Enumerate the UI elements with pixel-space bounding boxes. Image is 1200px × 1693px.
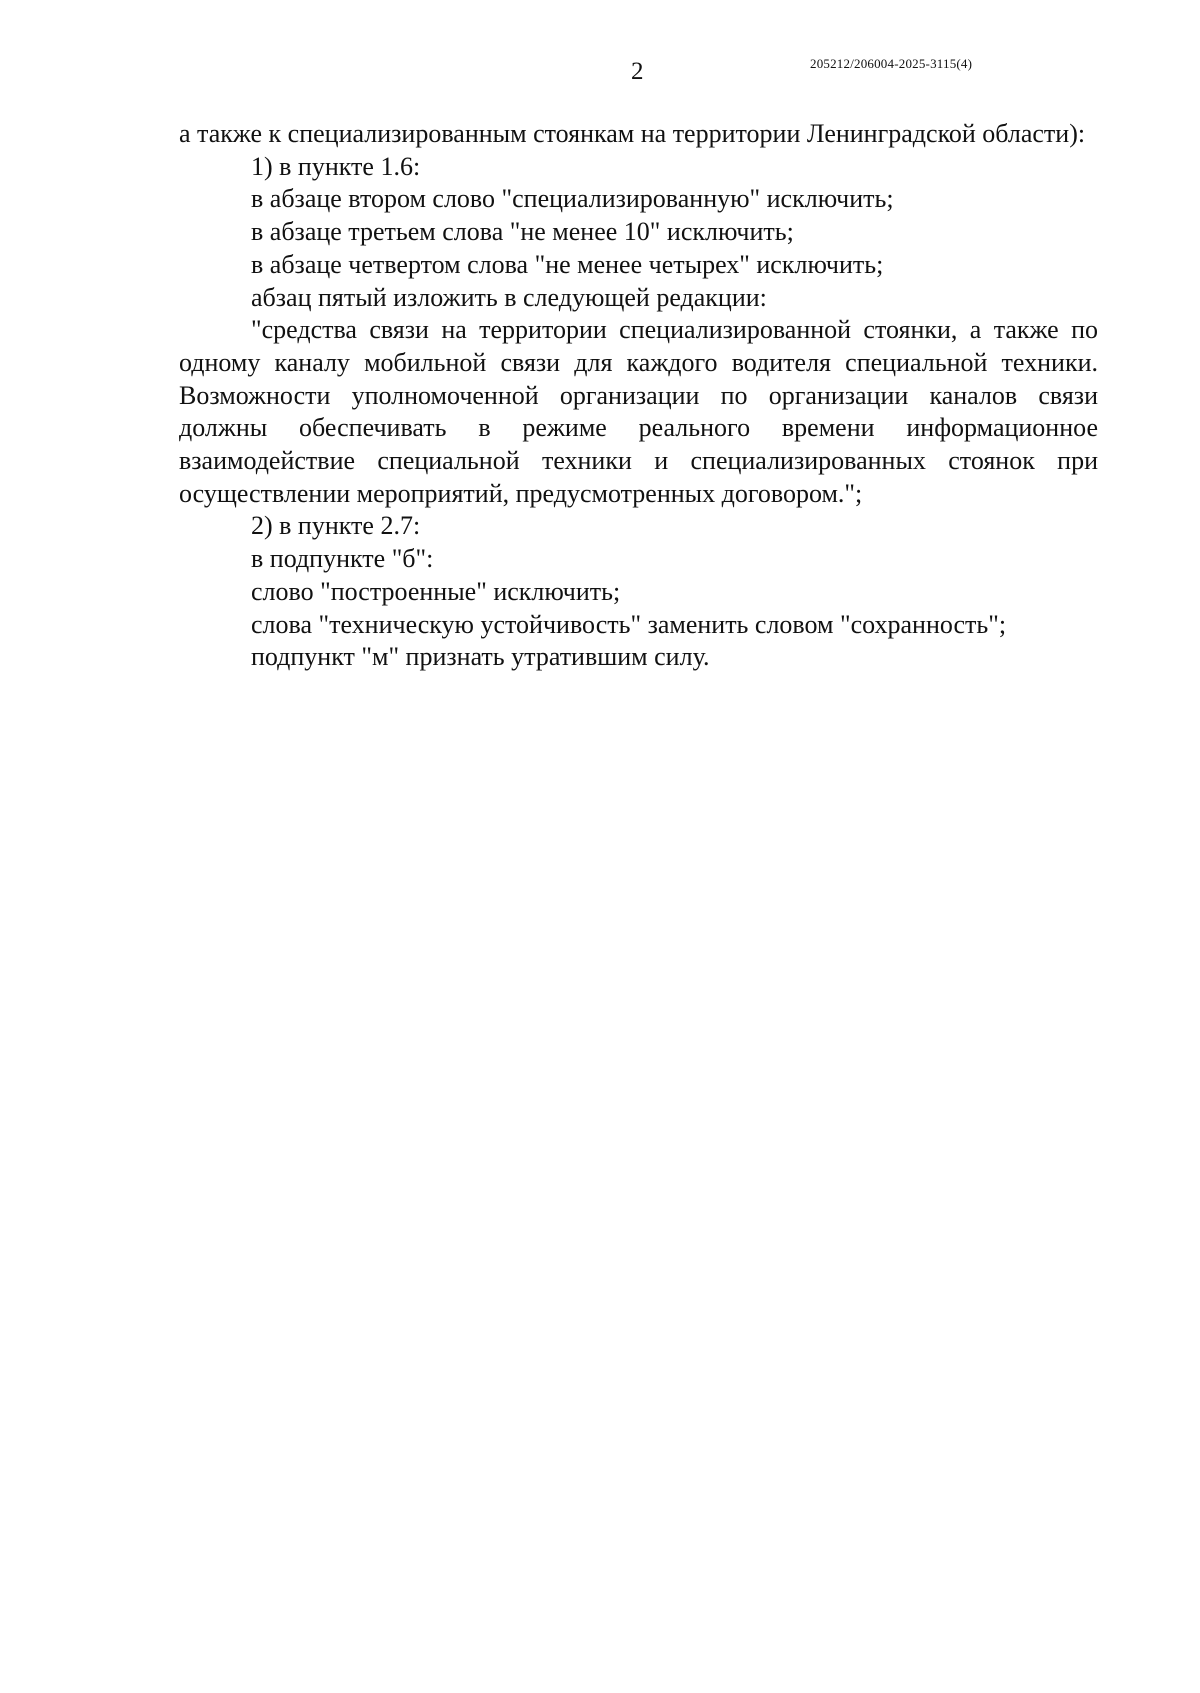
- paragraph-subitem-b: в подпункте "б":: [251, 544, 434, 574]
- paragraph-abzac-4: в абзаце четвертом слова "не менее четырех" исключить;: [251, 249, 884, 279]
- page-number: 2: [631, 58, 644, 85]
- paragraph-item-2: 2) в пункте 2.7:: [251, 511, 421, 541]
- paragraph-word-removed: слово "построенные" исключить;: [251, 576, 621, 606]
- paragraph-abzac-5: абзац пятый изложить в следующей редакции:: [251, 282, 767, 312]
- document-body: [179, 118, 1098, 674]
- paragraph-item-1: 1) в пункте 1.6:: [251, 151, 421, 181]
- paragraph-words-replaced: слова "техническую устойчивость" заменить словом "сохранность";: [251, 609, 1007, 639]
- paragraph-intro: а также к специализированным стоянкам на территории Ленинградской области):: [179, 119, 1086, 148]
- paragraph-abzac-3: в абзаце третьем слова "не менее 10" исключить;: [251, 217, 794, 247]
- document-code: 205212/206004-2025-3115(4): [810, 56, 973, 71]
- paragraph-new-wording: "средства связи на территории специализированной стоянки, а также по одному каналу мобильной связи для каждого водителя специальной техники. Возможности уполномоченной организации по организации каналов связи должны обеспечивать в режиме реального времени информационное взаимодействие специальной техники и специализированных стоянок при осуществлении мероприятий, предусмотренных договором.";: [179, 315, 1098, 508]
- paragraph-abzac-2: в абзаце втором слово "специализированную" исключить;: [251, 184, 894, 214]
- paragraph-subitem-m: подпункт "м" признать утратившим силу.: [251, 642, 710, 672]
